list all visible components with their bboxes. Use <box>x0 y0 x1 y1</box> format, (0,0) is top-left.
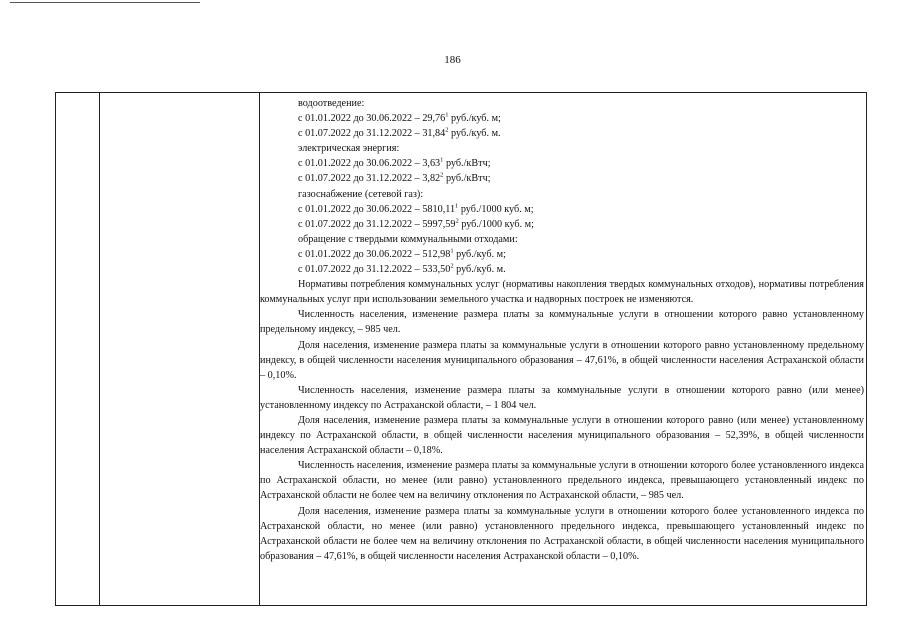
footnote-mark: 2 <box>450 262 454 270</box>
paragraph: Доля населения, изменение размера платы за коммунальные услуги в отношении которого более установленного индекса по Астраханской области, но менее (или равно) установленного предельного индекса, превышающего установленный индекс по Астраханской области не более чем на величину отклонения по Астраханской области, в общей численности населения муниципального образования – 47,61%, в общей численности населения Астраханской области – 0,10%. <box>260 505 864 562</box>
text-cell <box>260 96 864 564</box>
column-divider-1 <box>99 93 100 605</box>
paragraph: Численность населения, изменение размера платы за коммунальные услуги в отношении которого более установленного индекса по Астраханской области, но менее (или равно) установленного предельного индекса, превышающего установленный индекс по Астраханской области не более чем на величину отклонения по Астраханской области, – 985 чел. <box>260 460 864 502</box>
list-line: с 01.01.2022 до 30.06.2022 – 3,63$^1$ руб./кВтч; <box>298 156 491 170</box>
list-line: с 01.01.2022 до 30.06.2022 – 29,76$^1$ руб./куб. м; <box>298 111 501 125</box>
footnote-mark: 1 <box>440 156 444 164</box>
paragraph: Доля населения, изменение размера платы за коммунальные услуги в отношении которого равно (или менее) установленному индексу по Астраханской области, в общей численности населения муниципального образования – 52,39%, в общей численности населения Астраханской области – 0,18%. <box>260 414 864 457</box>
paragraph: Численность населения, изменение размера платы за коммунальные услуги в отношении которого равно (или менее) установленному индексу по Астраханской области, – 1 804 чел. <box>260 384 864 411</box>
page-number: 186 <box>444 54 461 66</box>
list-line: газоснабжение (сетевой газ): <box>298 188 424 200</box>
list-line: обращение с твердыми коммунальными отходами: <box>298 233 518 245</box>
footnote-mark: 1 <box>450 247 454 255</box>
paragraph: Численность населения, изменение размера платы за коммунальные услуги в отношении которого равно установленному предельному индексу, – 985 чел. <box>260 309 864 336</box>
list-line: электрическая энергия: <box>298 143 400 155</box>
footnote-mark: 2 <box>440 172 444 180</box>
list-line: с 01.07.2022 до 31.12.2022 – 31,84$^2$ руб./куб. м. <box>298 126 501 140</box>
paragraph: Доля населения, изменение размера платы за коммунальные услуги в отношении которого равно установленному предельному индексу, в общей численности населения муниципального образования – 47,61%, в общей численности населения Астраханской области – 0,10%. <box>260 339 864 381</box>
footnote-mark: 1 <box>455 202 459 210</box>
footnote-mark: 1 <box>445 111 449 119</box>
top-rule <box>10 2 200 3</box>
list-line: с 01.07.2022 до 31.12.2022 – 3,82$^2$ руб./кВтч; <box>298 172 491 185</box>
paragraph: Нормативы потребления коммунальных услуг (нормативы накопления твердых коммунальных отходов), нормативы потребления коммунальных услуг при использовании земельного участка и надворных построек не изменяются. <box>260 279 864 306</box>
list-line: с 01.07.2022 до 31.12.2022 – 5997,59$^2$ руб./1000 куб. м; <box>298 217 534 230</box>
footnote-mark: 2 <box>455 217 459 225</box>
list-line: водоотведение: <box>298 98 365 109</box>
footnote-mark: 2 <box>445 126 449 134</box>
list-line: с 01.01.2022 до 30.06.2022 – 512,98$^1$ руб./куб. м; <box>298 247 506 260</box>
list-line: с 01.07.2022 до 31.12.2022 – 533,50$^2$ руб./куб. м. <box>298 262 506 276</box>
list-line: с 01.01.2022 до 30.06.2022 – 5810,11$^1$ руб./1000 куб. м; <box>298 202 534 215</box>
